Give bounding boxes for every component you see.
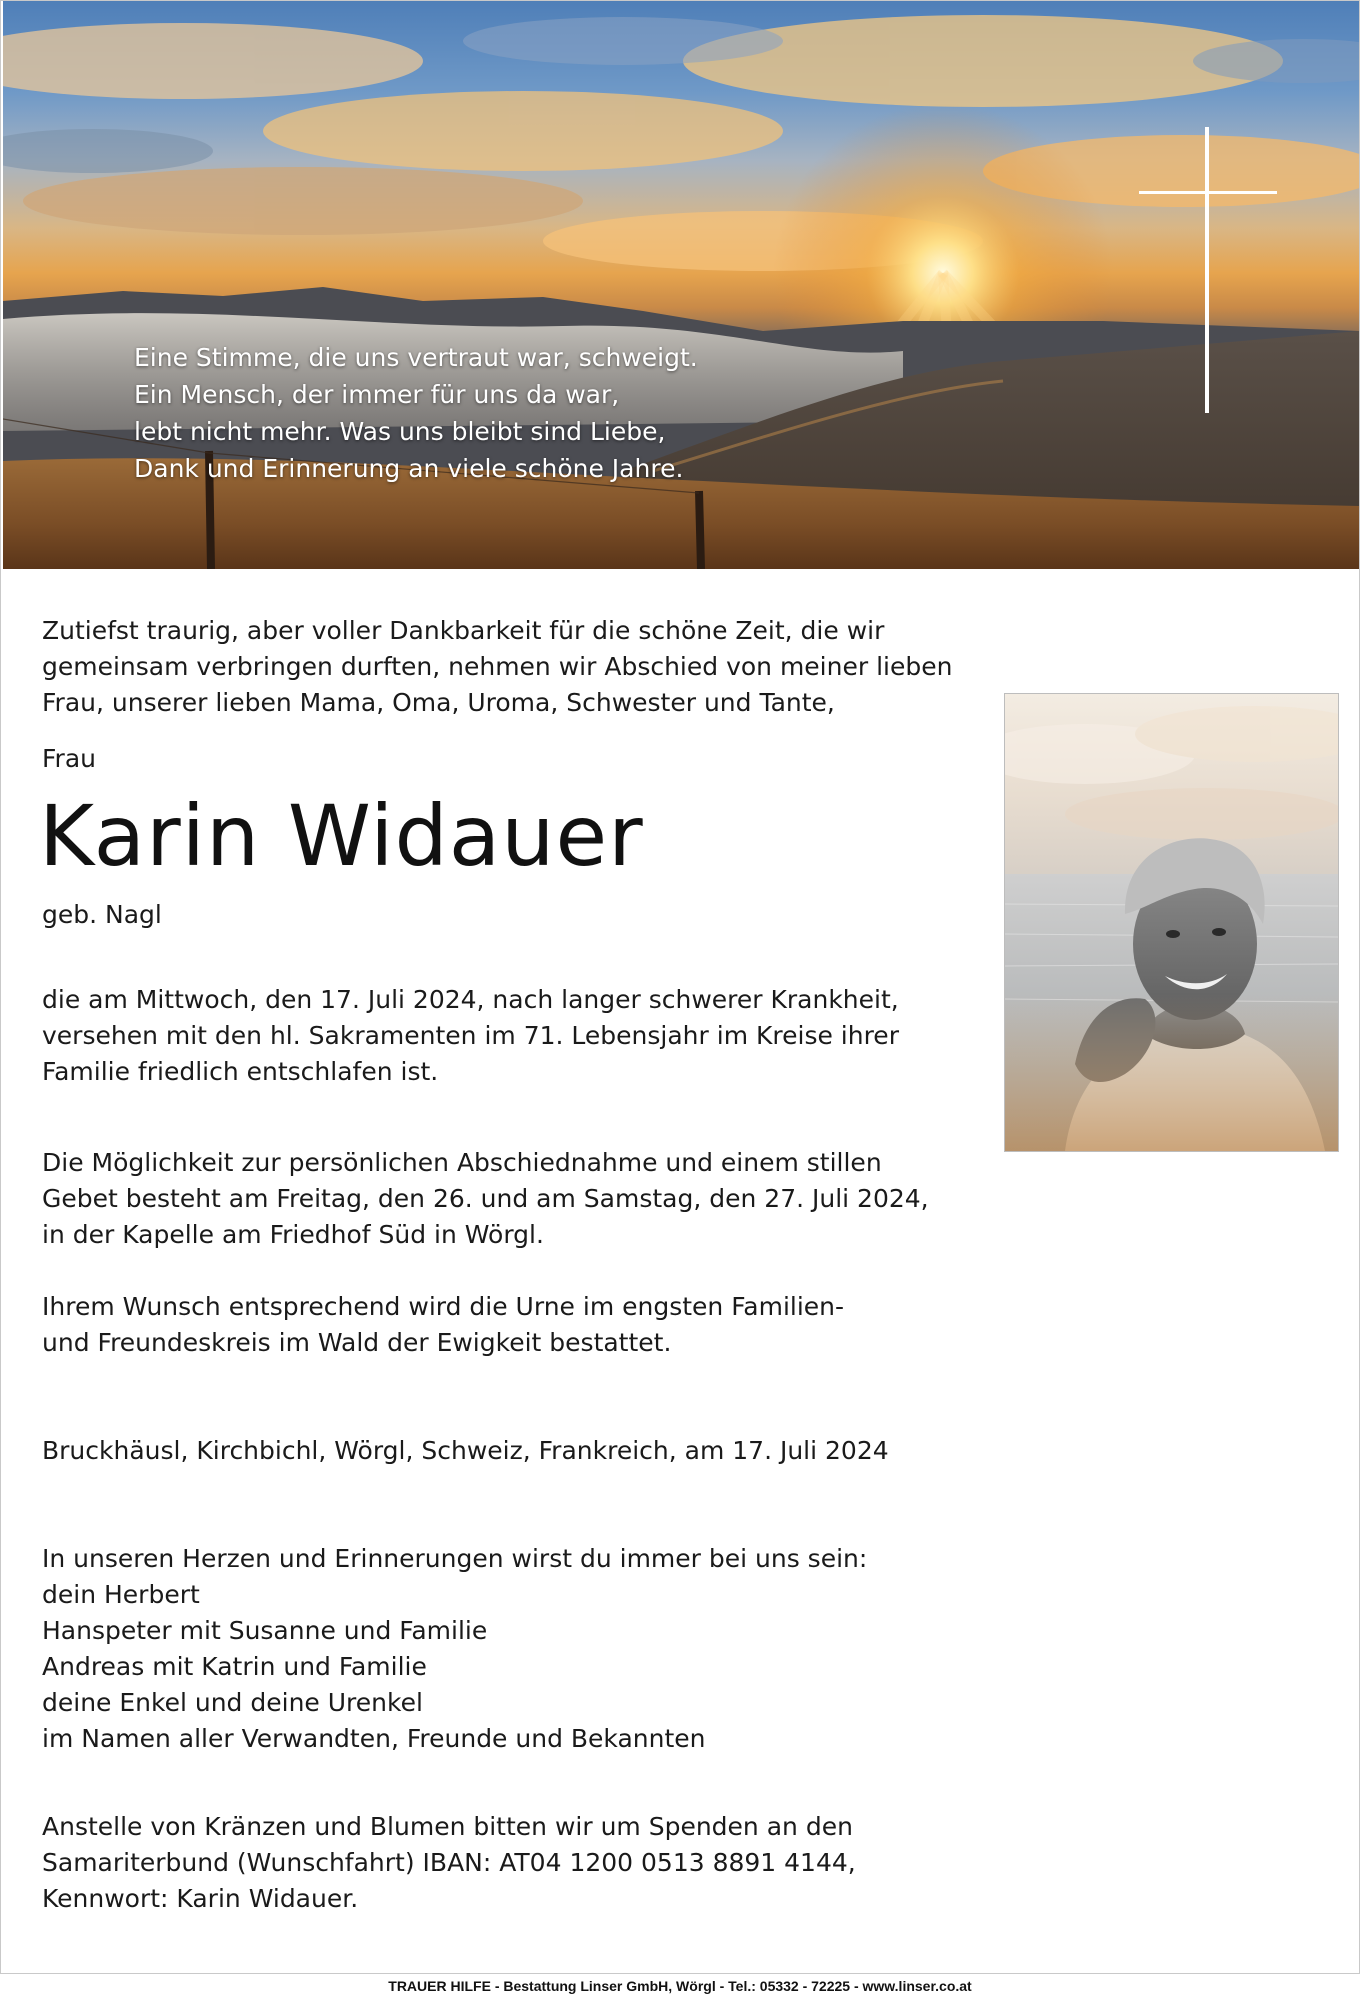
intro-line: gemeinsam verbringen durften, nehmen wir Abschied von meiner lieben <box>42 652 953 681</box>
death-notice-paragraph <box>42 982 899 1090</box>
mourners-line: Hanspeter mit Susanne und Familie <box>42 1616 488 1645</box>
quote-line: Dank und Erinnerung an viele schöne Jahre. <box>134 454 684 483</box>
burial-line: und Freundeskreis im Wald der Ewigkeit bestattet. <box>42 1328 672 1357</box>
portrait-artwork <box>1005 694 1338 1151</box>
sunset-mountain-landscape-image <box>3 1 1359 569</box>
cross-icon <box>1139 127 1277 413</box>
mourners-line: Andreas mit Katrin und Familie <box>42 1652 427 1681</box>
birth-name: geb. Nagl <box>42 900 162 929</box>
intro-paragraph <box>42 613 952 721</box>
death-notice-line: versehen mit den hl. Sakramenten im 71. Lebensjahr im Kreise ihrer <box>42 1021 899 1050</box>
farewell-line: in der Kapelle am Friedhof Süd in Wörgl. <box>42 1220 544 1249</box>
farewell-paragraph <box>42 1145 929 1253</box>
deceased-name: Karin Widauer <box>39 787 644 885</box>
death-notice-line: Familie friedlich entschlafen ist. <box>42 1057 439 1086</box>
burial-paragraph <box>42 1289 844 1361</box>
burial-line: Ihrem Wunsch entsprechend wird die Urne im engsten Familien- <box>42 1292 845 1321</box>
quote-text <box>134 339 774 487</box>
quote-line: Eine Stimme, die uns vertraut war, schweigt. <box>134 343 698 372</box>
death-notice-line: die am Mittwoch, den 17. Juli 2024, nach langer schwerer Krankheit, <box>42 985 899 1014</box>
farewell-line: Die Möglichkeit zur persönlichen Abschiednahme und einem stillen <box>42 1148 882 1177</box>
quote-line: lebt nicht mehr. Was uns bleibt sind Liebe, <box>134 417 666 446</box>
mourners-line: deine Enkel und deine Urenkel <box>42 1688 423 1717</box>
mourners-line: In unseren Herzen und Erinnerungen wirst du immer bei uns sein: <box>42 1544 868 1573</box>
portrait-photo-image <box>1004 693 1339 1152</box>
salutation: Frau <box>42 744 97 773</box>
donation-line: Anstelle von Kränzen und Blumen bitten wir um Spenden an den <box>42 1812 853 1841</box>
quote-line: Ein Mensch, der immer für uns da war, <box>134 380 620 409</box>
mourners-line: dein Herbert <box>42 1580 200 1609</box>
mourners-list <box>42 1541 867 1757</box>
footer-text: TRAUER HILFE - Bestattung Linser GmbH, Wörgl - Tel.: 05332 - 72225 - www.linser.co.at <box>388 1978 972 1994</box>
intro-line: Zutiefst traurig, aber voller Dankbarkeit für die schöne Zeit, die wir <box>42 616 885 645</box>
donation-line: Kennwort: Karin Widauer. <box>42 1884 359 1913</box>
mourners-line: im Namen aller Verwandten, Freunde und Bekannten <box>42 1724 706 1753</box>
donation-line: Samariterbund (Wunschfahrt) IBAN: AT04 1200 0513 8891 4144, <box>42 1848 856 1877</box>
intro-line: Frau, unserer lieben Mama, Oma, Uroma, Schwester und Tante, <box>42 688 835 717</box>
place-date: Bruckhäusl, Kirchbichl, Wörgl, Schweiz, Frankreich, am 17. Juli 2024 <box>42 1436 889 1465</box>
farewell-line: Gebet besteht am Freitag, den 26. und am Samstag, den 27. Juli 2024, <box>42 1184 929 1213</box>
donation-paragraph <box>42 1809 856 1917</box>
